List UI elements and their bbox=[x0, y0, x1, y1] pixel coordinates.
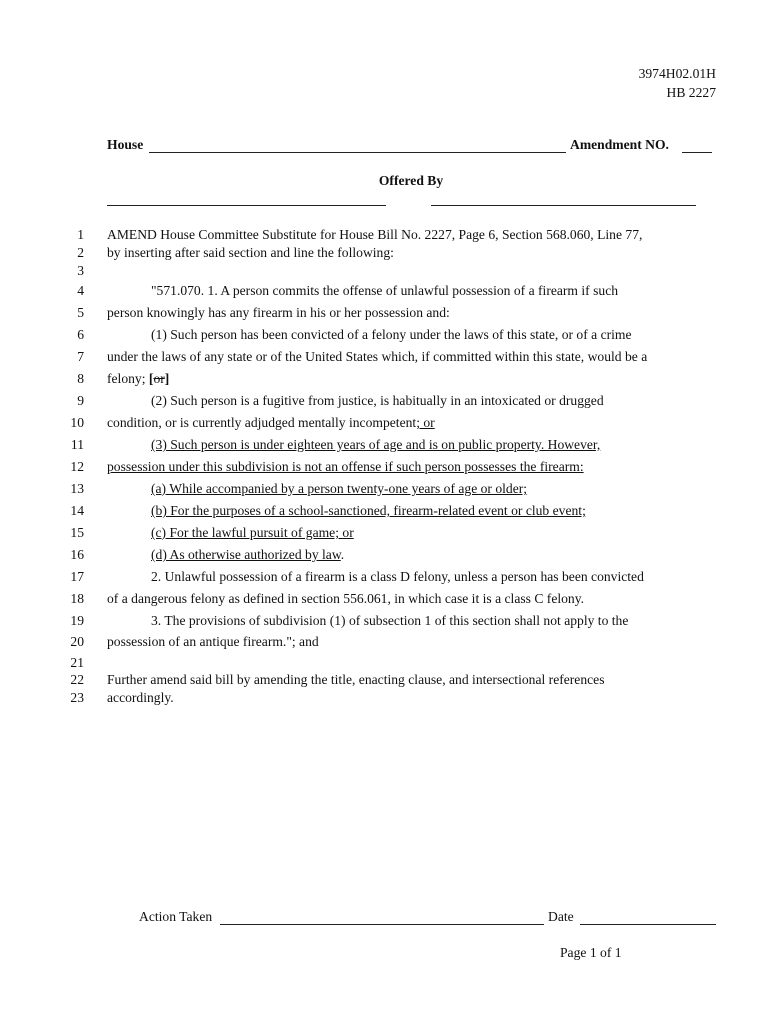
line-number: 18 bbox=[70, 591, 84, 606]
text-segment: (1) Such person has been convicted of a felony under the laws of this state, or of a crime bbox=[151, 327, 632, 342]
line-text bbox=[151, 283, 618, 299]
text-segment: under the laws of any state or of the United States which, if committed within this state, would be a bbox=[107, 349, 648, 364]
line-number: 20 bbox=[70, 634, 84, 649]
line-text bbox=[151, 503, 586, 519]
line-number: 21 bbox=[70, 655, 84, 670]
text-segment: condition, or is currently adjudged mentally incompetent bbox=[107, 415, 417, 430]
date-blank bbox=[580, 924, 716, 925]
line-text bbox=[151, 547, 344, 563]
text-segment: . bbox=[340, 547, 345, 562]
inserted-text: (a) While accompanied by a person twenty-one years of age or older; bbox=[151, 481, 528, 496]
line-number: 2 bbox=[77, 245, 84, 260]
offered-by-blank-left bbox=[107, 205, 386, 206]
text-segment: person knowingly has any firearm in his or her possession and: bbox=[107, 305, 450, 320]
line-text bbox=[151, 525, 354, 541]
line-text bbox=[151, 393, 604, 409]
line-text bbox=[107, 672, 605, 688]
line-text bbox=[107, 305, 450, 321]
bill-code: 3974H02.01H bbox=[638, 66, 716, 81]
line-number: 16 bbox=[70, 547, 84, 562]
text-segment: "571.070. 1. A person commits the offense of unlawful possession of a firearm if such bbox=[151, 283, 619, 298]
action-taken-label: Action Taken bbox=[139, 909, 213, 924]
inserted-text: (3) Such person is under eighteen years of age and is on public property. However, bbox=[151, 437, 601, 452]
line-text bbox=[107, 227, 642, 243]
text-segment: ] bbox=[164, 371, 170, 386]
inserted-text: (b) For the purposes of a school-sanctioned, firearm-related event or club event; bbox=[151, 503, 586, 518]
action-taken-blank bbox=[220, 924, 544, 925]
line-number: 12 bbox=[70, 459, 84, 474]
line-number: 9 bbox=[77, 393, 84, 408]
date-label: Date bbox=[548, 909, 574, 924]
bill-number: HB 2227 bbox=[666, 85, 716, 100]
line-number: 8 bbox=[77, 371, 84, 386]
line-number: 5 bbox=[77, 305, 84, 320]
text-segment: Further amend said bill by amending the title, enacting clause, and intersectional references bbox=[107, 672, 605, 687]
line-text bbox=[107, 245, 394, 261]
page-number: Page 1 of 1 bbox=[560, 945, 622, 960]
text-segment: by inserting after said section and line the following: bbox=[107, 245, 394, 260]
inserted-text: possession under this subdivision is not an offense if such person possesses the firearm: bbox=[107, 459, 584, 474]
line-text bbox=[107, 459, 584, 475]
line-text bbox=[107, 371, 169, 387]
line-number: 1 bbox=[77, 227, 84, 242]
line-text bbox=[107, 634, 319, 650]
line-number: 10 bbox=[70, 415, 84, 430]
line-text bbox=[151, 437, 600, 453]
line-number: 15 bbox=[70, 525, 84, 540]
house-label: House bbox=[107, 137, 144, 152]
text-segment: 2. Unlawful possession of a firearm is a class D felony, unless a person has been convicted bbox=[151, 569, 644, 584]
line-text bbox=[107, 591, 584, 607]
line-number: 6 bbox=[77, 327, 84, 342]
line-number: 17 bbox=[70, 569, 84, 584]
inserted-text: ; or bbox=[416, 415, 435, 430]
line-number: 14 bbox=[70, 503, 84, 518]
line-number: 4 bbox=[77, 283, 84, 298]
line-number: 13 bbox=[70, 481, 84, 496]
text-segment: AMEND House Committee Substitute for House Bill No. 2227, Page 6, Section 568.060, Line 77, bbox=[107, 227, 643, 242]
offered-by-label: Offered By bbox=[378, 173, 444, 188]
line-text bbox=[107, 690, 174, 706]
amendment-label: Amendment NO. bbox=[570, 137, 669, 152]
line-number: 22 bbox=[70, 672, 84, 687]
line-text bbox=[151, 481, 527, 497]
text-segment: [ bbox=[148, 371, 154, 386]
text-segment: accordingly. bbox=[107, 690, 174, 705]
line-number: 19 bbox=[70, 613, 84, 628]
text-segment: felony; bbox=[107, 371, 149, 386]
line-number: 3 bbox=[77, 263, 84, 278]
text-segment: possession of an antique firearm."; and bbox=[107, 634, 319, 649]
line-number: 7 bbox=[77, 349, 84, 364]
text-segment: 3. The provisions of subdivision (1) of subsection 1 of this section shall not apply to the bbox=[151, 613, 629, 628]
text-segment: of a dangerous felony as defined in section 556.061, in which case it is a class C felony. bbox=[107, 591, 585, 606]
line-text bbox=[151, 327, 632, 343]
text-segment: (2) Such person is a fugitive from justice, is habitually in an intoxicated or drugged bbox=[151, 393, 604, 408]
line-number: 23 bbox=[70, 690, 84, 705]
amendment-number-blank bbox=[682, 152, 712, 153]
line-text bbox=[107, 415, 435, 431]
line-text bbox=[151, 613, 628, 629]
inserted-text: (c) For the lawful pursuit of game; or bbox=[151, 525, 354, 540]
deleted-text: or bbox=[153, 371, 165, 386]
inserted-text: (d) As otherwise authorized by law bbox=[151, 547, 341, 562]
line-text bbox=[107, 349, 647, 365]
line-number: 11 bbox=[70, 437, 84, 452]
line-text bbox=[151, 569, 644, 585]
offered-by-blank-right bbox=[431, 205, 696, 206]
house-blank bbox=[149, 152, 566, 153]
